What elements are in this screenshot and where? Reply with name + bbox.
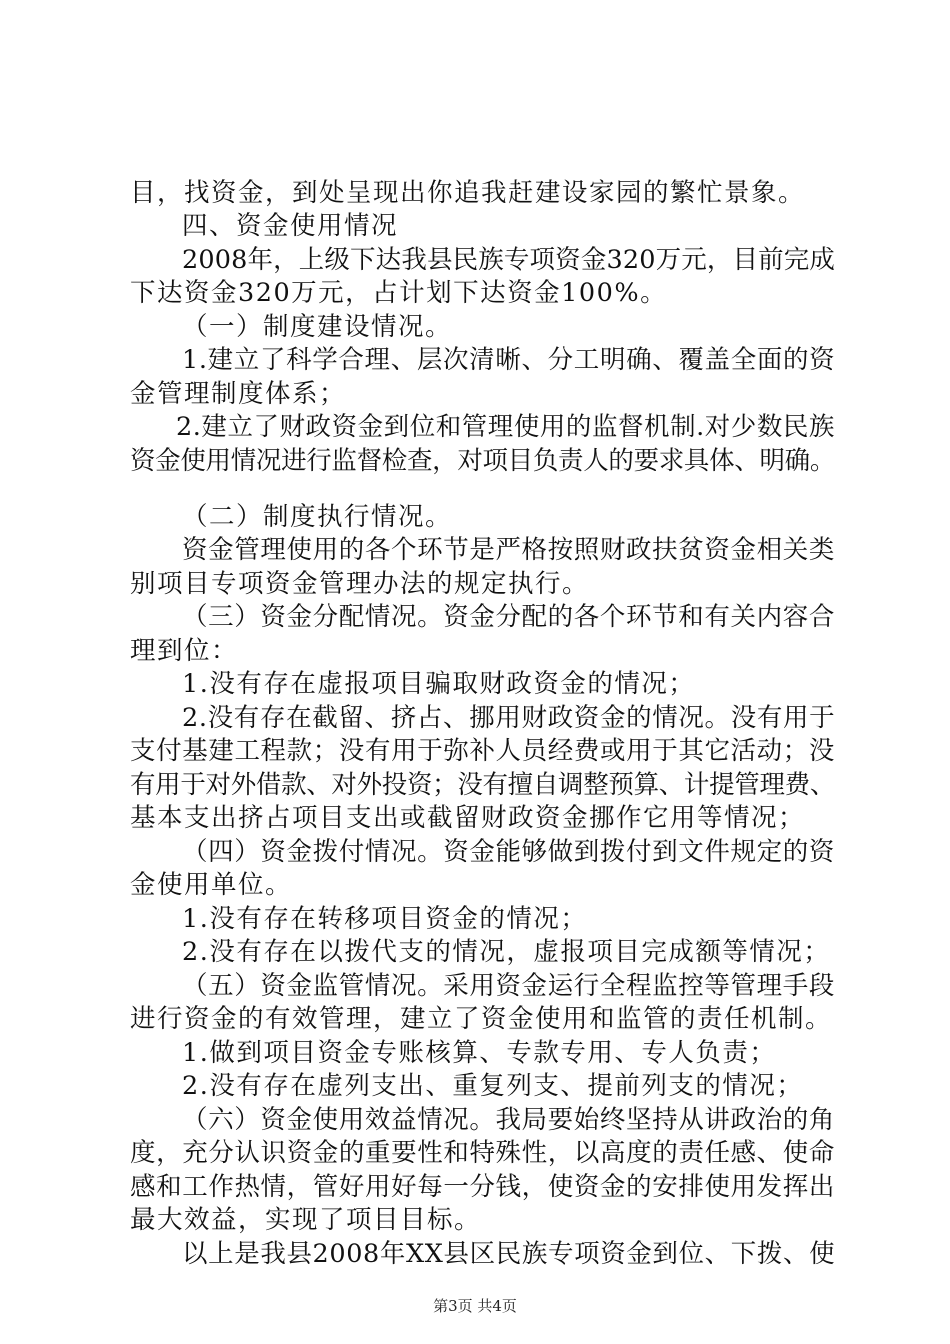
text-line: 1.做到项目资金专账核算、专款专用、专人负责； [182,1038,777,1068]
text-line: 最大效益，实现了项目目标。 [130,1205,482,1235]
subsection-heading: （四）资金拨付情况。资金能够做到拨付到文件规定的资 [182,837,836,867]
text-line: 支付基建工程款；没有用于弥补人员经费或用于其它活动；没 [130,736,836,766]
text-line: 2.没有存在以拨代支的情况，虚报项目完成额等情况； [182,937,831,967]
text-line: 1.没有存在虚报项目骗取财政资金的情况； [182,669,696,699]
text-line: 目，找资金，到处呈现出你追我赶建设家园的繁忙景象。 [130,178,806,208]
text-line: 2.建立了财政资金到位和管理使用的监督机制.对少数民族 [176,412,835,442]
text-line: 资金管理使用的各个环节是严格按照财政扶贫资金相关类 [182,535,836,565]
text-line: 2.没有存在虚列支出、重复列支、提前列支的情况； [182,1071,804,1101]
page-number-footer: 第3页 共4页 [433,1297,517,1315]
text-line: 基本支出挤占项目支出或截留财政资金挪作它用等情况； [130,803,806,833]
text-line: 进行资金的有效管理，建立了资金使用和监管的责任机制。 [130,1004,833,1034]
section-heading: 四、资金使用情况 [182,211,399,241]
subsection-heading: （六）资金使用效益情况。我局要始终坚持从讲政治的角 [182,1105,836,1135]
text-line: 以上是我县2008年XX县区民族专项资金到位、下拨、使 [182,1239,836,1269]
text-line: 2.没有存在截留、挤占、挪用财政资金的情况。没有用于 [182,703,836,733]
text-line: 感和工作热情，管好用好每一分钱，使资金的安排使用发挥出 [130,1172,836,1202]
text-line: 金使用单位。 [130,870,293,900]
text-line: 金管理制度体系； [130,379,347,409]
text-line: 1.建立了科学合理、层次清晰、分工明确、覆盖全面的资 [182,345,836,375]
text-line: 资金使用情况进行监督检查，对项目负责人的要求具体、明确。 [130,446,836,476]
text-line: 别项目专项资金管理办法的规定执行。 [130,569,590,599]
text-line: 有用于对外借款、对外投资；没有擅自调整预算、计提管理费、 [130,770,836,800]
text-line: 2008年，上级下达我县民族专项资金320万元，目前完成 [182,245,836,275]
subsection-heading: （五）资金监管情况。采用资金运行全程监控等管理手段 [182,971,836,1001]
text-line: 理到位： [130,636,239,666]
text-line: 1.没有存在转移项目资金的情况； [182,904,588,934]
text-line: 下达资金320万元，占计划下达资金100%。 [130,278,668,308]
subsection-heading: （三）资金分配情况。资金分配的各个环节和有关内容合 [182,602,836,632]
subsection-heading: （一）制度建设情况。 [182,312,453,342]
subsection-heading: （二）制度执行情况。 [182,502,453,532]
text-line: 度，充分认识资金的重要性和特殊性，以高度的责任感、使命 [130,1138,836,1168]
